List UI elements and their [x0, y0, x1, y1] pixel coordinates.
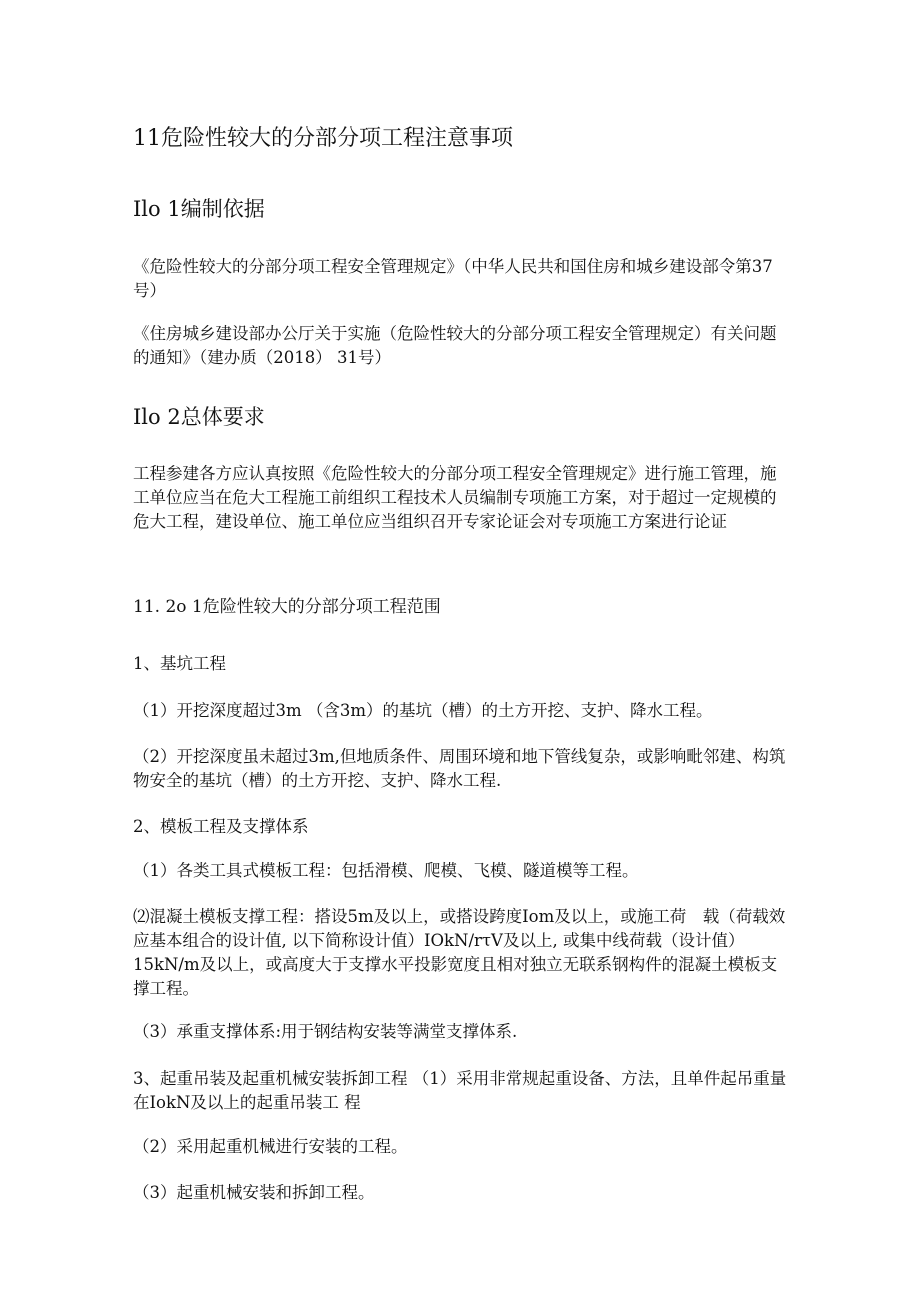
item-lifting-title: 3、起重吊装及起重机械安装拆卸工程 （1）采用非常规起重设备、方法，且单件起吊重量在IokN及以上的起重吊装工 程 — [133, 1069, 787, 1112]
reference-regulation-37: 《危险性较大的分部分项工程安全管理规定》（中华人民共和国住房和城乡建设部令第37号） — [133, 257, 773, 300]
item-lifting-sub2: （2）采用起重机械进行安装的工程。 — [133, 1137, 408, 1156]
item-formwork-title: 2、模板工程及支撑体系 — [133, 817, 309, 836]
item-foundation-pit-title: 1、基坑工程 — [133, 654, 226, 673]
item-formwork-sub1: （1）各类工具式模板工程：包括滑模、爬模、飞模、隧道模等工程。 — [133, 861, 639, 880]
document-title: 11危险性较大的分部分项工程注意事项 — [133, 126, 513, 151]
item-foundation-pit-sub2: （2）开挖深度虽未超过3m,但地质条件、周围环境和地下管线复杂，或影响毗邻建、构筑物安全的基坑（槽）的土方开挖、支护、降水工程. — [133, 747, 786, 790]
section-heading-scope: 11. 2o 1危险性较大的分部分项工程范围 — [133, 597, 441, 617]
item-formwork-sub3: （3）承重支撑体系:用于钢结构安装等满堂支撑体系. — [133, 1022, 518, 1041]
reference-notice-2018-31: 《住房城乡建设部办公厅关于实施（危险性较大的分部分项工程安全管理规定）有关问题的通知》（建办质（2018） 31号） — [133, 324, 777, 367]
section-heading-basis: Ilo 1编制依据 — [133, 197, 265, 221]
item-formwork-sub2: ⑵混凝土模板支撑工程：搭设5m及以上，或搭设跨度Iom及以上，或施工荷 载（荷载效应基本组合的设计值, 以下简称设计值）IOkN/rτV及以上, 或集中线荷载（设计值）15kN/m及以上，或高度大于支撑水平投影宽度且相对独立无联系钢构件的混凝土模板支撑工程。 — [133, 907, 786, 998]
section-heading-general-requirements: Ilo 2总体要求 — [133, 405, 265, 429]
item-foundation-pit-sub1: （1）开挖深度超过3m （含3m）的基坑（槽）的土方开挖、支护、降水工程。 — [133, 701, 713, 720]
general-requirements-paragraph: 工程参建各方应认真按照《危险性较大的分部分项工程安全管理规定》进行施工管理，施工单位应当在危大工程施工前组织工程技术人员编制专项施工方案，对于超过一定规模的危大工程，建设单位、施工单位应当组织召开专家论证会对专项施工方案进行论证 — [133, 464, 777, 531]
item-lifting-sub3: （3）起重机械安装和拆卸工程。 — [133, 1183, 375, 1202]
